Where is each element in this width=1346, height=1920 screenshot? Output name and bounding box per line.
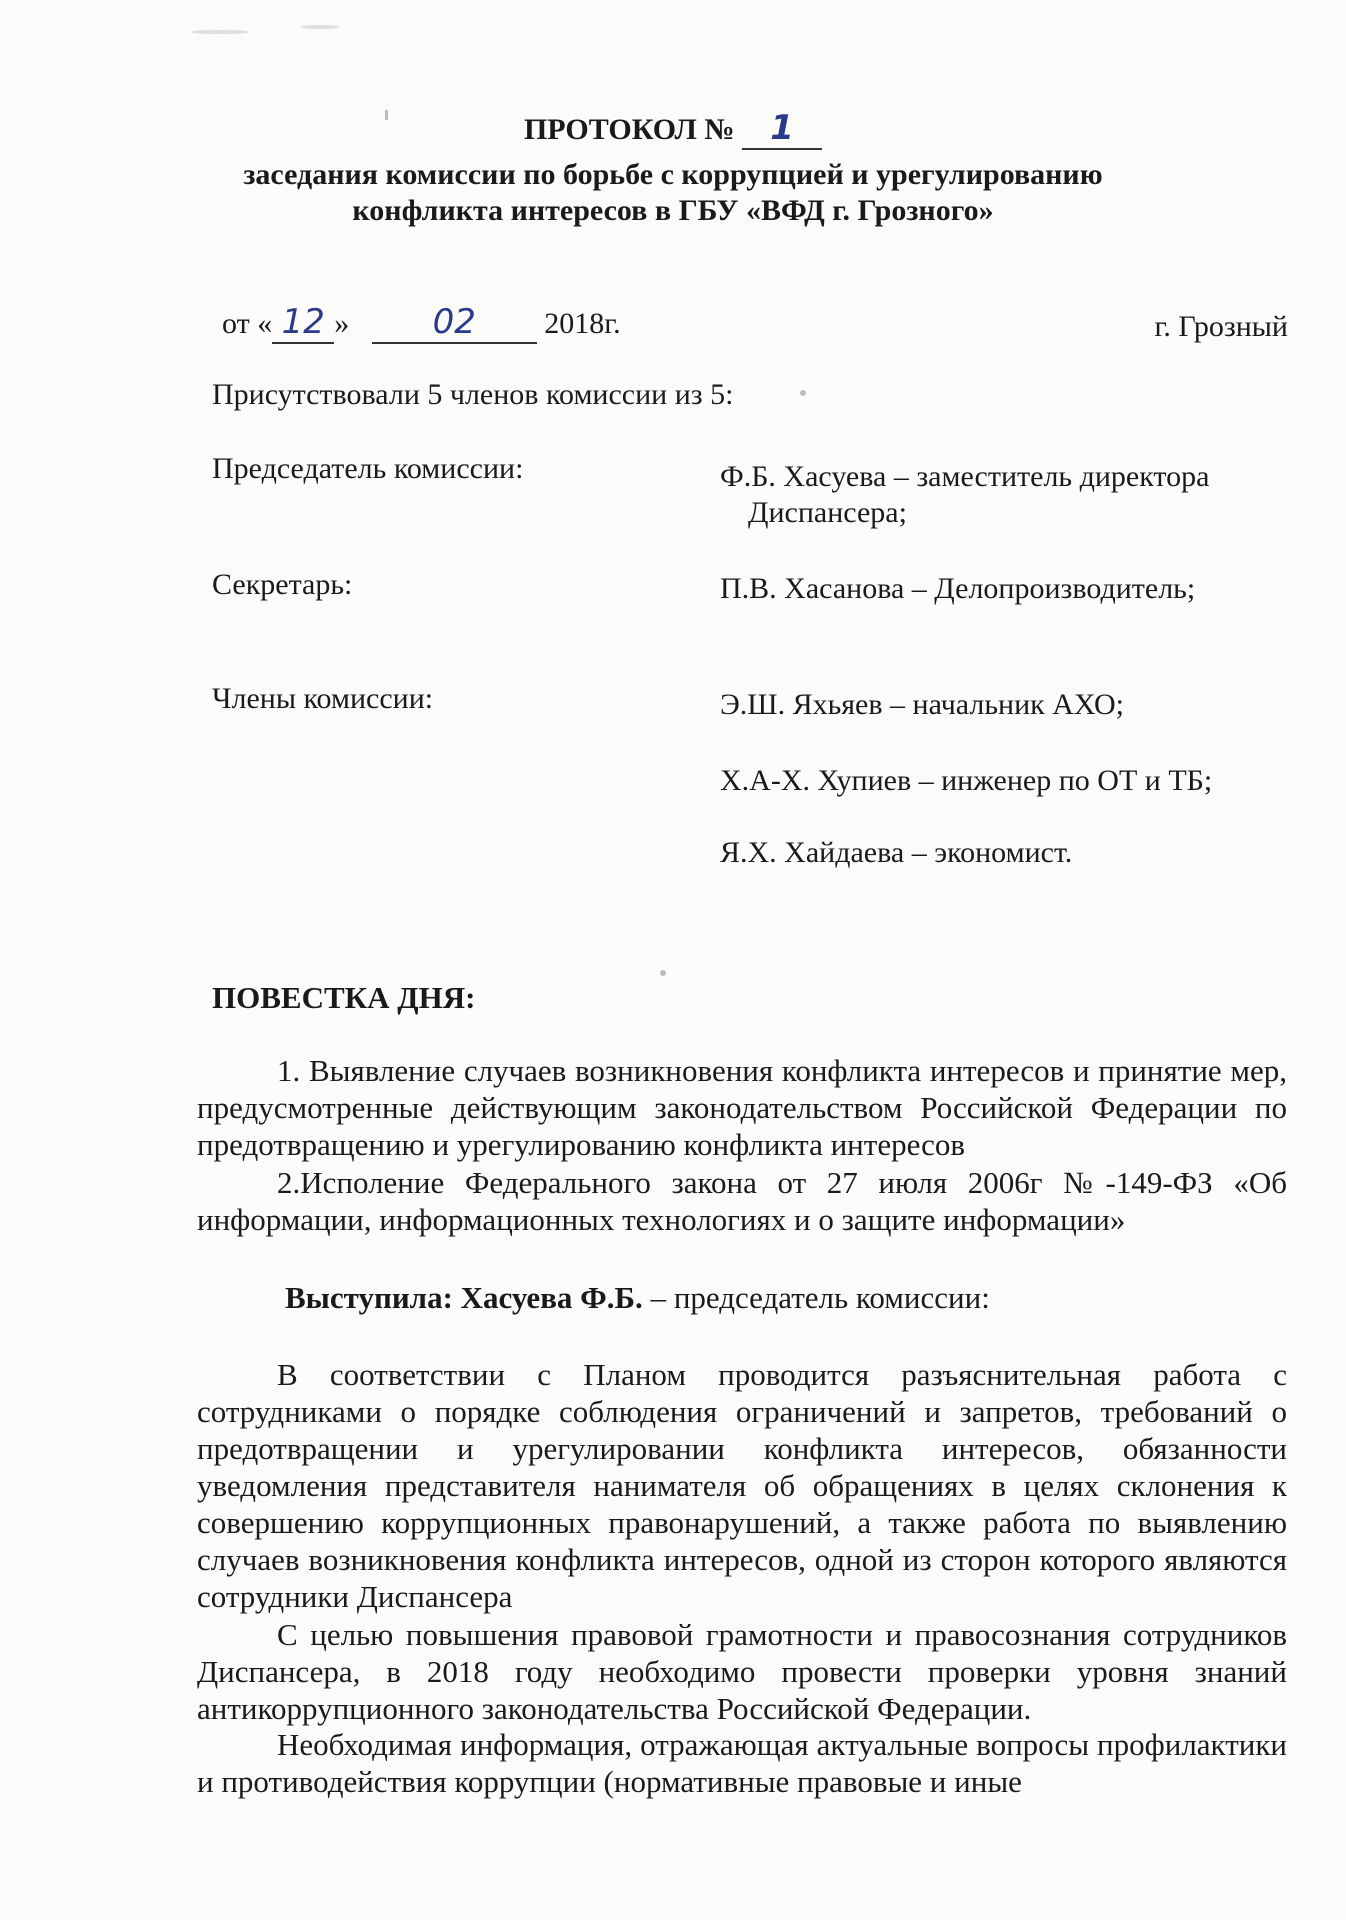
member-1: Э.Ш. Яхьяев – начальник АХО; [720, 688, 1125, 721]
agenda-item-2: 2.Исполение Федерального закона от 27 июля 2006г №-149-ФЗ «Об информации, информационных технологиях и о защите информации» [197, 1165, 1287, 1237]
date-day: 12 [272, 302, 334, 344]
speech-paragraph-3: Необходимая информация, отражающая актуальные вопросы профилактики и противодействия коррупции (нормативные правовые и иные [197, 1727, 1287, 1799]
scan-speck [300, 25, 340, 29]
secretary-label: Секретарь: [212, 568, 353, 601]
protocol-subtitle-line2: конфликта интересов в ГБУ «ВФД г. Грозного» [352, 194, 994, 227]
protocol-number: 1 [742, 108, 822, 150]
agenda-heading: ПОВЕСТКА ДНЯ: [212, 980, 476, 1015]
scan-speck [660, 970, 666, 976]
speech-paragraph-1: В соответствии с Планом проводится разъяснительная работа с сотрудниками о порядке соблюдения ограничений и запретов, требований о предотвращении и урегулировании конфликта интересов, обязанности уведомления представителя нанимателя об обращениях в целях склонения к совершению коррупционных правонарушений, а также работа по выявлению случаев возникновения конфликта интересов, одной из сторон которого являются сотрудники Диспансера [197, 1357, 1287, 1614]
agenda-item-1: 1. Выявление случаев возникновения конфликта интересов и принятие мер, предусмотренные действующим законодательством Российской Федерации по предотвращению и урегулированию конфликта интересов [197, 1053, 1287, 1162]
secretary-value: П.В. Хасанова – Делопроизводитель; [720, 572, 1196, 605]
attendance-text: Присутствовали 5 членов комиссии из 5: [212, 378, 734, 411]
chair-label: Председатель комиссии: [212, 452, 524, 485]
speaker-line [285, 1280, 990, 1316]
date-year: 2018г. [544, 307, 621, 340]
chair-value-line1: Ф.Б. Хасуева – заместитель директора [720, 460, 1210, 493]
speaker-role: – председатель комиссии: [642, 1280, 990, 1315]
meeting-city: г. Грозный [1154, 310, 1288, 343]
scan-speck [800, 390, 806, 396]
scan-speck [190, 30, 250, 34]
meeting-date: от « 12 » 02 2018г. [222, 302, 621, 342]
speech-paragraph-2: С целью повышения правовой грамотности и правосознания сотрудников Диспансера, в 2018 году необходимо провести проверки уровня знаний антикоррупционного законодательства Российской Федерации. [197, 1617, 1287, 1726]
date-month: 02 [372, 302, 537, 344]
protocol-subtitle-line1: заседания комиссии по борьбе с коррупцией и урегулированию [243, 158, 1103, 191]
members-label: Члены комиссии: [212, 682, 434, 715]
speaker-name: Выступила: Хасуева Ф.Б. [285, 1280, 643, 1315]
member-3: Я.Х. Хайдаева – экономист. [720, 836, 1073, 869]
member-2: Х.А-Х. Хупиев – инженер по ОТ и ТБ; [720, 764, 1213, 797]
chair-value-line2: Диспансера; [748, 496, 907, 529]
protocol-title-prefix: ПРОТОКОЛ № [523, 113, 735, 146]
protocol-title [0, 108, 1346, 150]
